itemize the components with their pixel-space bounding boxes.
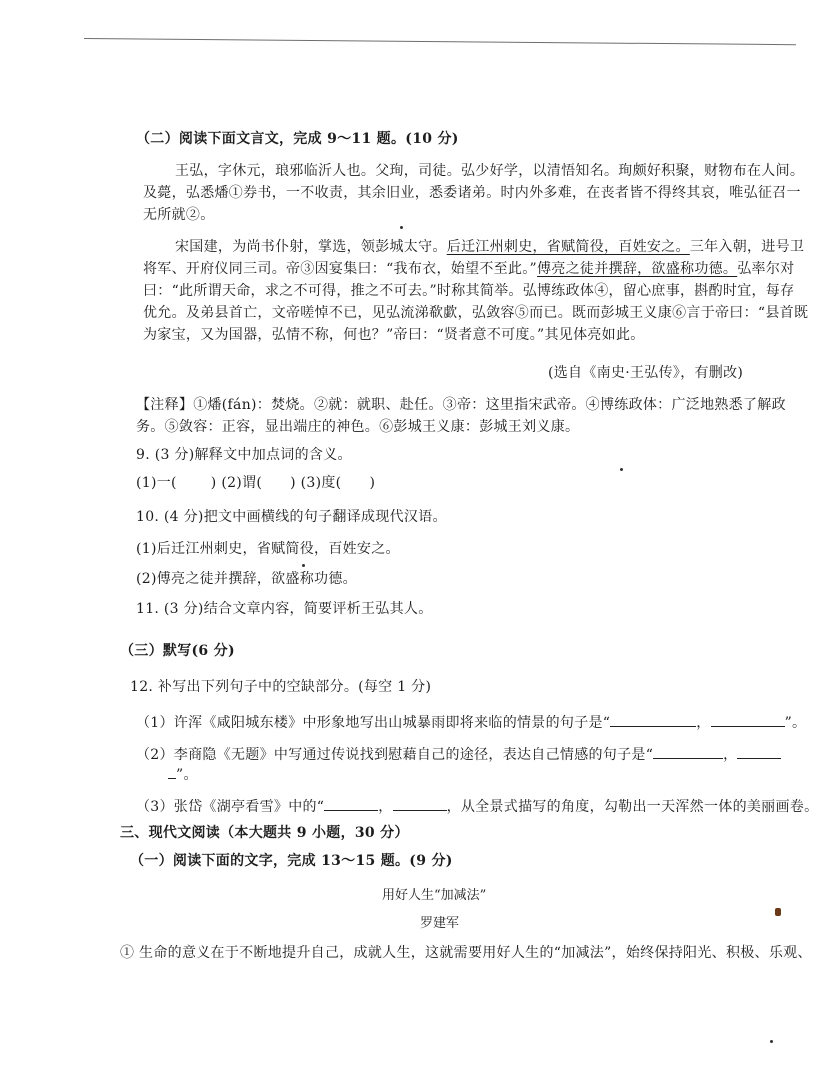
scan-speck (302, 564, 305, 567)
passage-line: 宋国建，为尚书仆射，掌选，领彭城太守。后迁江州刺史，省赋简役，百姓安之。三年入朝，进号卫 (175, 239, 805, 255)
answer-blank (610, 714, 696, 727)
question-9-options: (1)一( ) (2)谓( ) (3)度( ) (136, 475, 376, 491)
question-12: 12. 补写出下列句子中的空缺部分。(每空 1 分) (130, 679, 432, 695)
question-11: 11. (3 分)结合文章内容，简要评析王弘其人。 (136, 601, 433, 617)
answer-blank (653, 746, 723, 759)
question-10-1: (1)后迁江州刺史，省赋简役，百姓安之。 (136, 541, 400, 557)
passage-line: 为家宝，又为国器，弘情不称，何也？”帝曰：“贤者意不可度。”其见体亮如此。 (143, 327, 645, 343)
answer-blank (324, 798, 378, 811)
section2-heading: （二）阅读下面文言文，完成 9～11 题。(10 分) (136, 131, 459, 147)
article-author: 罗建军 (420, 916, 460, 931)
passage-line: 曰：“此所谓天命，求之不可得，推之不可去。”时称其简举。弘博练政体④，留心庶事，斟酌时宜，每存 (143, 283, 795, 299)
scan-speck (770, 1040, 773, 1043)
scan-top-rule (84, 38, 796, 45)
question-9: 9. (3 分)解释文中加点词的含义。 (136, 447, 352, 463)
answer-blank (711, 714, 785, 727)
question-12-2: （2）李商隐《无题》中写通过传说找到慰藉自己的途径，表达自己情感的句子是“ ， (136, 744, 781, 766)
passage-line: 将军、开府仪同三司。帝③因宴集曰：“我布衣，始望不至此。”傅亮之徒并撰辞，欲盛称功德。弘率尔对 (143, 261, 795, 277)
annotation-line: 【注释】①燔(fán)：焚烧。②就：就职、赴任。③帝：这里指宋武帝。④博练政体：广泛地熟悉了解政 (136, 397, 786, 413)
answer-blank (737, 746, 781, 759)
passage-line: 无所就②。 (143, 207, 215, 223)
passage-line: 优允。及弟县首亡，文帝嗟悼不已，见弘流涕欷歔，弘敛容⑤而已。既而彭城王义康⑥言于帝曰：“县首既 (143, 305, 809, 321)
passage-line: 及薨，弘悉燔①券书，一不收责，其余旧业，悉委诸弟。时内外多难，在丧者皆不得终其哀，唯弘征召一 (143, 185, 801, 201)
answer-blank (168, 766, 176, 779)
passage-line: 王弘，字休元，琅邪临沂人也。父珣，司徒。弘少好学，以清悟知名。珣颇好积聚，财物布在人间。 (175, 163, 805, 179)
part3-sub-heading: （一）阅读下面的文字，完成 13～15 题。(9 分) (130, 853, 453, 869)
question-10-2: (2)傅亮之徒并撰辞，欲盛称功德。 (136, 571, 357, 587)
section3-heading: （三）默写(6 分) (120, 643, 235, 659)
part3-heading: 三、现代文阅读（本大题共 9 小题，30 分） (120, 825, 409, 841)
passage-source: (选自《南史·王弘传》，有删改) (548, 365, 744, 381)
article-title: 用好人生“加减法” (382, 888, 487, 903)
underlined-sentence-1: 后迁江州刺史，省赋简役，百姓安之。 (446, 239, 690, 255)
scan-speck (620, 468, 623, 471)
question-12-1: （1）许浑《咸阳城东楼》中形象地写出山城暴雨即将来临的情景的句子是“ ， ”。 (136, 715, 807, 731)
question-10: 10. (4 分)把文中画横线的句子翻译成现代汉语。 (136, 509, 447, 525)
scan-smudge (775, 908, 781, 916)
question-12-3: （3）张岱《湖亭看雪》中的“ ， ，从全景式描写的角度，勾勒出一天浑然一体的美丽画卷。 (136, 799, 818, 815)
answer-blank (393, 798, 447, 811)
annotation-line: 务。⑤敛容：正容，显出端庄的神色。⑥彭城王义康：彭城王刘义康。 (136, 419, 580, 435)
article-paragraph-1: ① 生命的意义在于不断地提升自己，成就人生，这就需要用好人生的“加减法”，始终保持阳光、积极、乐观、 (120, 945, 812, 961)
underlined-sentence-2: 傅亮之徒并撰辞，欲盛称功德。 (537, 261, 738, 277)
question-12-2-cont: ”。 (168, 764, 198, 786)
scan-speck (400, 226, 403, 229)
